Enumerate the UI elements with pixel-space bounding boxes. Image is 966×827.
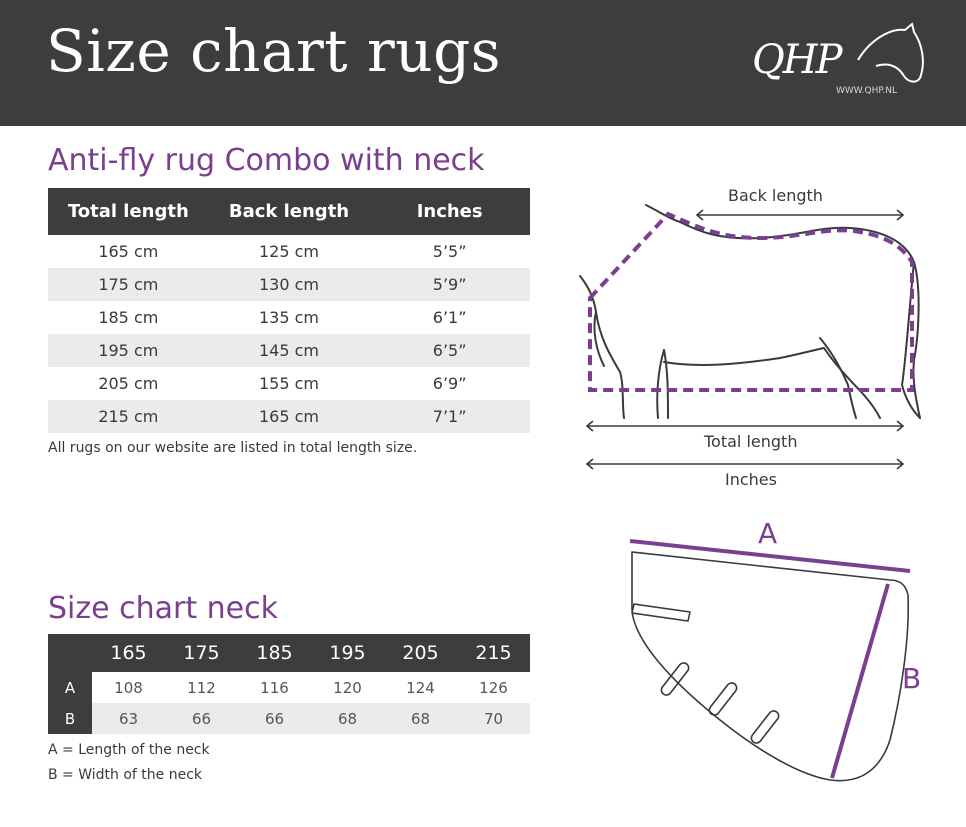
column-header: 215: [457, 634, 530, 672]
neck-width-note: B = Width of the neck: [48, 767, 203, 783]
column-header: Total length: [48, 188, 209, 235]
table-cell: 63: [92, 703, 165, 734]
neck-section-title: Size chart neck: [48, 591, 278, 626]
website-url: WWW.QHP.NL: [836, 86, 898, 96]
rug-size-note: All rugs on our website are listed in total length size.: [48, 440, 418, 456]
qhp-logo: QHP: [752, 37, 841, 83]
table-cell: 145 cm: [209, 334, 370, 367]
table-cell: 6’9”: [432, 374, 467, 393]
table-cell: 175 cm: [48, 268, 209, 301]
neck-length-note: A = Length of the neck: [48, 742, 210, 758]
total-length-label: Total length: [704, 432, 798, 451]
table-cell: 130 cm: [209, 268, 370, 301]
table-cell: 165 cm: [98, 242, 159, 261]
table-cell: 135 cm: [258, 308, 319, 327]
column-header: 185: [238, 634, 311, 672]
row-label: A: [48, 672, 92, 703]
table-cell: 7’1”: [369, 400, 530, 433]
neck-strap-3: [749, 709, 780, 745]
table-cell: 6’1”: [432, 308, 467, 327]
table-cell: 66: [165, 703, 238, 734]
table-cell: 116: [260, 678, 289, 697]
rug-section-title: Anti-fly rug Combo with neck: [48, 143, 485, 178]
table-cell: 125 cm: [258, 242, 319, 261]
table-cell: 108: [114, 678, 143, 697]
column-header: 175: [165, 634, 238, 672]
table-cell: 126: [479, 678, 508, 697]
back-length-label: Back length: [728, 186, 823, 205]
table-cell: 195 cm: [48, 334, 209, 367]
column-header: Inches: [369, 188, 530, 235]
table-cell: 165 cm: [209, 400, 370, 433]
row-label: B: [48, 703, 92, 734]
label-b: B: [902, 662, 922, 695]
table-cell: 185 cm: [98, 308, 159, 327]
table-cell: 68: [384, 703, 457, 734]
page-title: Size chart rugs: [46, 17, 501, 85]
table-cell: 70: [457, 703, 530, 734]
column-header: 165: [92, 634, 165, 672]
table-cell: 5’9”: [369, 268, 530, 301]
table-cell: 124: [406, 678, 435, 697]
table-cell: 6’5”: [369, 334, 530, 367]
table-cell: 112: [187, 678, 216, 697]
column-header: 205: [384, 634, 457, 672]
column-header: 195: [311, 634, 384, 672]
table-cell: 66: [238, 703, 311, 734]
neck-strap-2: [707, 681, 738, 717]
column-header: Back length: [209, 188, 370, 235]
width-b-line: [832, 584, 888, 778]
table-cell: 215 cm: [48, 400, 209, 433]
table-cell: 155 cm: [258, 374, 319, 393]
table-cell: 5’5”: [432, 242, 467, 261]
inches-label: Inches: [725, 470, 777, 489]
neck-strap: [632, 604, 690, 621]
neck-cover-outline: [632, 552, 908, 781]
table-cell: 120: [333, 678, 362, 697]
table-cell: 205 cm: [98, 374, 159, 393]
table-cell: 68: [311, 703, 384, 734]
label-a: A: [758, 517, 778, 550]
